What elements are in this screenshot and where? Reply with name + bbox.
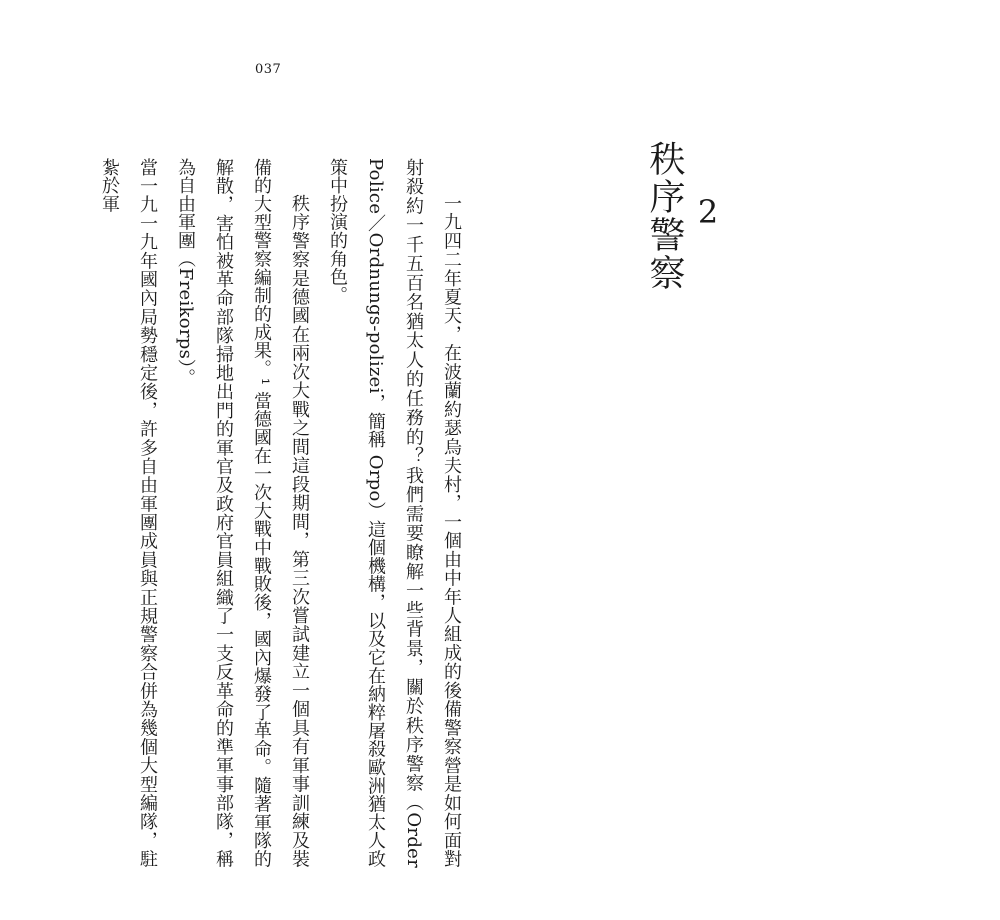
chapter-heading bbox=[642, 140, 730, 292]
body-text bbox=[90, 158, 470, 868]
chapter-number: 2 bbox=[697, 193, 719, 231]
paragraph-1: 一九四二年夏天，在波蘭約瑟烏夫村，一個由中年人組成的後備警察營是如何面對射殺約一千五百名猶太人的任務的？我們需要瞭解一些背景，關於秩序警察（Order Police／Ordnungs-polizei，簡稱 Orpo）這個機構，以及它在納粹屠殺歐洲猶太人政策中扮演的角色。 bbox=[327, 158, 462, 868]
paragraph-3: 當一九一九年國內局勢穩定後，許多自由軍團成員與正規警察合併為幾個大型編隊，駐紮於軍 bbox=[99, 158, 158, 868]
page-number: 037 bbox=[255, 62, 282, 77]
paragraph-2: 秩序警察是德國在兩次大戰之間這段期間，第三次嘗試建立一個具有軍事訓練及裝備的大型警察編制的成果。¹ 當德國在一次大戰中戰敗後，國內爆發了革命。隨著軍隊的解散，害怕被革命部隊掃地出門的軍官及政府官員組織了一支反革命的準軍事部隊，稱為自由軍團（Freikorps）。 bbox=[175, 158, 310, 868]
chapter-title: 秩序警察 bbox=[644, 140, 685, 292]
